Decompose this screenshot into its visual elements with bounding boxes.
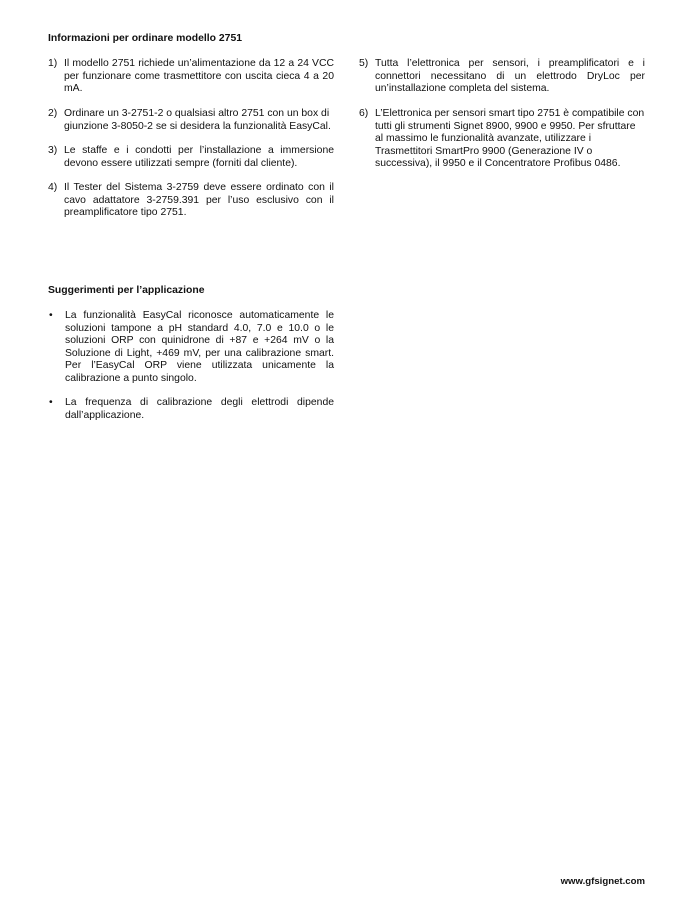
order-info-item-1 — [48, 58, 334, 96]
list-marker: 4) — [48, 182, 58, 193]
order-info-item-5 — [359, 58, 645, 96]
list-item-text: Il Tester del Sistema 3-2759 deve essere ordinato con il cavo adattatore 3-2759.391 per l’uso esclusivo con il preamplificatore tipo 2751. — [64, 182, 334, 219]
order-info-item-4 — [48, 182, 334, 220]
list-marker: 3) — [48, 145, 58, 156]
order-info-item-3 — [48, 145, 334, 170]
list-item-text: L’Elettronica per sensori smart tipo 2751 è compatibile con tutti gli strumenti Signet 8900, 9900 e 9950. Per sfruttare al massimo le funzionalità avanzate, utilizzare i Trasmettitori SmartPro 9900 (Generazione IV o successiva), il 9950 e il Concentratore Profibus 0486. — [375, 108, 645, 170]
list-marker: 1) — [48, 58, 58, 69]
list-marker: 6) — [359, 108, 369, 119]
application-tips-heading: Suggerimenti per l’applicazione — [48, 285, 205, 296]
bullet-marker: • — [49, 310, 53, 321]
application-tip-2 — [48, 397, 334, 422]
list-item-text: Tutta l’elettronica per sensori, i preamplificatori e i connettori necessitano di un elettrodo DryLoc per un’installazione completa del sistema. — [375, 58, 645, 95]
list-item-text: Ordinare un 3-2751-2 o qualsiasi altro 2751 con un box di giunzione 3-8050-2 se si desidera la funzionalità EasyCal. — [64, 108, 331, 132]
list-item-text: Le staffe e i condotti per l’installazione a immersione devono essere utilizzati sempre (forniti dal cliente). — [64, 145, 334, 169]
order-info-item-6 — [359, 108, 645, 171]
footer-website-link[interactable]: www.gfsignet.com — [560, 876, 645, 887]
list-marker: 2) — [48, 108, 58, 119]
bullet-marker: • — [49, 397, 53, 408]
order-info-item-2 — [48, 108, 334, 133]
list-item-text: La funzionalità EasyCal riconosce automaticamente le soluzioni tampone a pH standard 4.0, 7.0 e 10.0 o le soluzioni ORP con quinidrone di +87 e +264 mV o la Soluzione di Light, +469 mV, per una calibrazione smart. Per l’EasyCal ORP viene utilizzata unicamente la calibrazione a punto singolo. — [65, 310, 334, 384]
order-info-heading: Informazioni per ordinare modello 2751 — [48, 33, 243, 44]
application-tip-1 — [48, 310, 334, 386]
list-item-text: Il modello 2751 richiede un’alimentazione da 12 a 24 VCC per funzionare come trasmettitore con uscita cieca 4 a 20 mA. — [64, 58, 334, 95]
list-item-text: La frequenza di calibrazione degli elettrodi dipende dall’applicazione. — [65, 397, 334, 421]
list-marker: 5) — [359, 58, 369, 69]
